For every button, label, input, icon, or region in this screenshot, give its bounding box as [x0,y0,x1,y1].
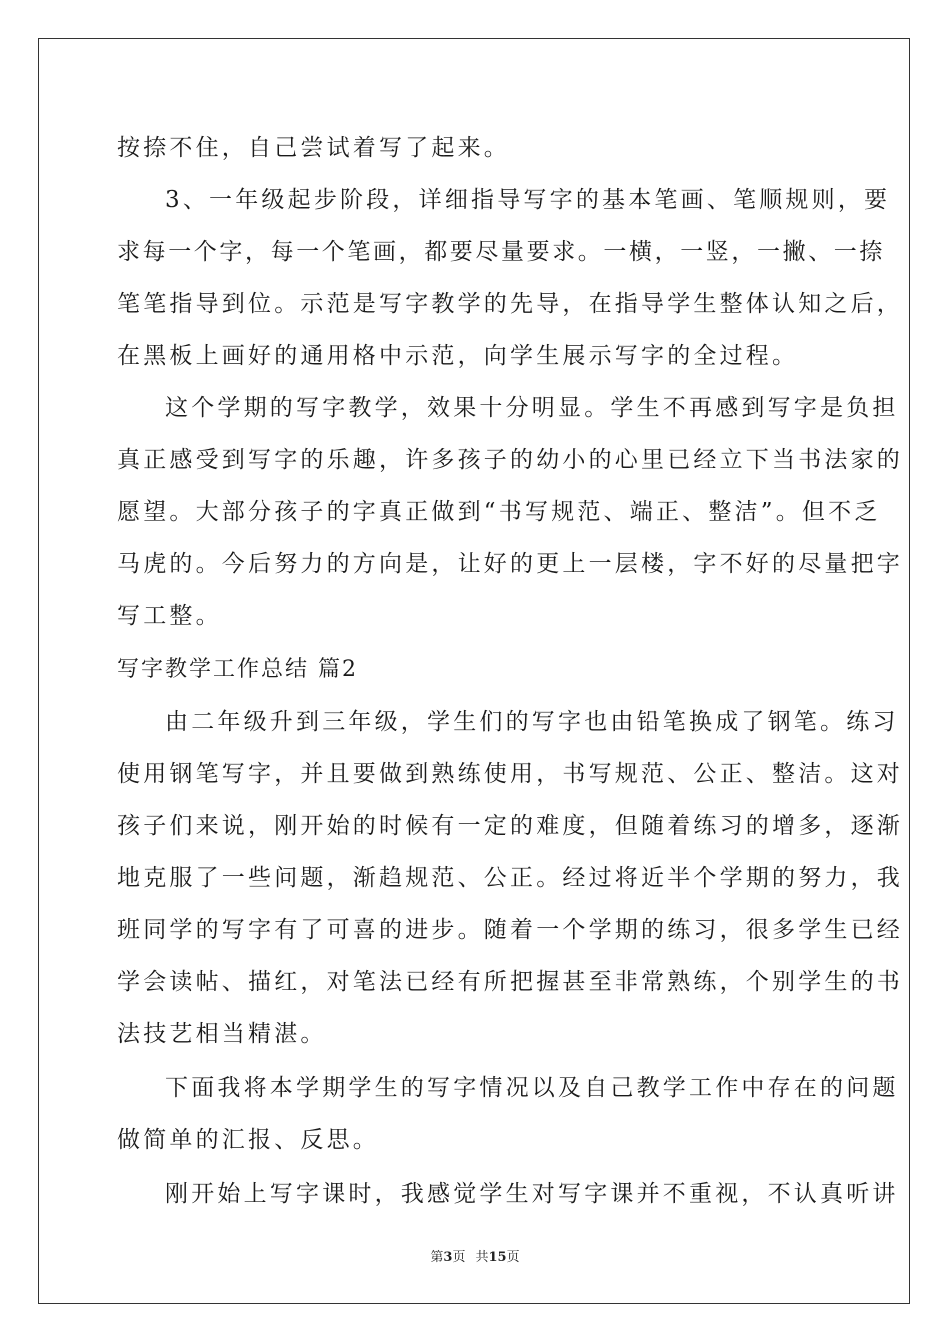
total-suffix: 页 [506,1250,520,1265]
total-prefix: 共 [475,1250,489,1265]
document-body [117,128,903,1214]
text-line: 法技艺相当精湛。 [117,1021,327,1047]
text-line: 按捺不住，自己尝试着写了起来。 [117,135,510,161]
text-line: 求每一个字，每一个笔画，都要尽量要求。一横，一竖，一撇、一捺 [117,239,885,265]
section-heading: 写字教学工作总结 篇2 [117,657,358,682]
text-line: 孩子们来说，刚开始的时候有一定的难度，但随着练习的增多，逐渐 [117,813,903,839]
paragraph-first-line: 3、一年级起步阶段，详细指导写字的基本笔画、笔顺规则，要 [165,187,891,213]
page-prefix: 第 [430,1250,444,1265]
paragraph-first-line: 由二年级升到三年级，学生们的写字也由铅笔换成了钢笔。练习 [165,709,899,735]
text-line: 写工整。 [117,603,222,629]
text-line: 做简单的汇报、反思。 [117,1127,379,1153]
page-number: 3 [443,1250,453,1265]
paragraph-first-line: 刚开始上写字课时，我感觉学生对写字课并不重视，不认真听讲 [165,1181,899,1207]
text-line: 在黑板上画好的通用格中示范，向学生展示写字的全过程。 [117,343,799,369]
text-line: 地克服了一些问题，渐趋规范、公正。经过将近半个学期的努力，我 [117,865,903,891]
text-line: 班同学的写字有了可喜的进步。随着一个学期的练习，很多学生已经 [117,917,903,943]
page-footer [0,1246,950,1265]
text-line: 笔笔指导到位。示范是写字教学的先导，在指导学生整体认知之后， [117,291,903,317]
text-line: 愿望。大部分孩子的字真正做到“书写规范、端正、整洁”。但不乏 [117,499,881,525]
paragraph-first-line: 这个学期的写字教学，效果十分明显。学生不再感到写字是负担 [165,395,899,421]
text-line: 使用钢笔写字，并且要做到熟练使用，书写规范、公正、整洁。这对 [117,761,903,787]
text-line: 真正感受到写字的乐趣，许多孩子的幼小的心里已经立下当书法家的 [117,447,903,473]
paragraph-first-line: 下面我将本学期学生的写字情况以及自己教学工作中存在的问题 [165,1075,899,1101]
text-line: 马虎的。今后努力的方向是，让好的更上一层楼，字不好的尽量把字 [117,551,903,577]
page-suffix: 页 [452,1250,466,1265]
total-pages: 15 [488,1250,507,1265]
text-line: 学会读帖、描红，对笔法已经有所把握甚至非常熟练，个别学生的书 [117,969,903,995]
